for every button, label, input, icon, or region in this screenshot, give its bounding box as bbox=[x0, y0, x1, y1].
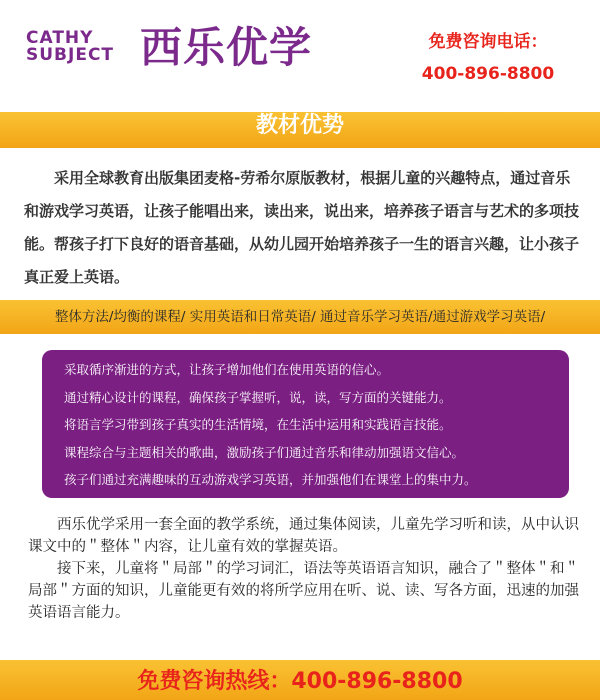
section-title-text: 教材优势 bbox=[255, 113, 344, 138]
feature-item: 采取循序渐进的方式，让孩子增加他们在使用英语的信心。 bbox=[64, 362, 390, 377]
header bbox=[0, 0, 600, 100]
features-list bbox=[64, 356, 569, 494]
top-hotline[interactable] bbox=[398, 30, 578, 86]
body-paragraph-2: 接下来，儿童将＂局部＂的学习词汇，语法等英语语言知识，融合了＂整体＂和＂局部＂方面的知识，儿童能更有效的将所学应用在听、说、读、写各方面，迅速的加强英语语言能力。 bbox=[28, 561, 579, 621]
logo-english-line2: SUBJECT bbox=[26, 45, 115, 65]
features-box bbox=[42, 350, 569, 498]
logo-english-line1: CATHY bbox=[26, 28, 94, 48]
section-title bbox=[0, 104, 600, 148]
top-hotline-label: 免费咨询电话： bbox=[428, 32, 548, 52]
feature-item: 通过精心设计的课程，确保孩子掌握听，说，读，写方面的关键能力。 bbox=[64, 389, 452, 405]
feature-item: 将语言学习带到孩子真实的生活情境，在生活中运用和实践语言技能。 bbox=[64, 417, 452, 432]
footer-hotline[interactable]: 免费咨询热线：400-896-8800 bbox=[137, 669, 463, 694]
logo-english bbox=[26, 30, 136, 64]
feature-item: 课程综合与主题相关的歌曲，激励孩子们通过音乐和律动加强语文信心。 bbox=[64, 444, 465, 460]
feature-strip-text: 整体方法/均衡的课程/ 实用英语和日常英语/ 通过音乐学习英语/通过游戏学习英语/ bbox=[54, 309, 546, 325]
feature-item: 孩子们通过充满趣味的互动游戏学习英语，并加强他们在课堂上的集中力。 bbox=[64, 472, 477, 487]
top-hotline-number[interactable]: 400-896-8800 bbox=[421, 64, 555, 84]
intro-paragraph: 采用全球教育出版集团麦格-劳希尔原版教材，根据儿童的兴趣特点，通过音乐和游戏学习英语，让孩子能唱出来，读出来，说出来，培养孩子语言与艺术的多项技能。帮孩子打下良好的语音基础，从幼儿园开始培养孩子一生的语言兴趣，让小孩子真正爱上英语。 bbox=[24, 169, 580, 286]
body-text bbox=[28, 514, 580, 624]
body-paragraph-1: 西乐优学采用一套全面的教学系统，通过集体阅读，儿童先学习听和读，从中认识课文中的＂整体＂内容，让儿童有效的掌握英语。 bbox=[28, 517, 579, 555]
logo-chinese: 西乐优学 bbox=[140, 23, 313, 72]
